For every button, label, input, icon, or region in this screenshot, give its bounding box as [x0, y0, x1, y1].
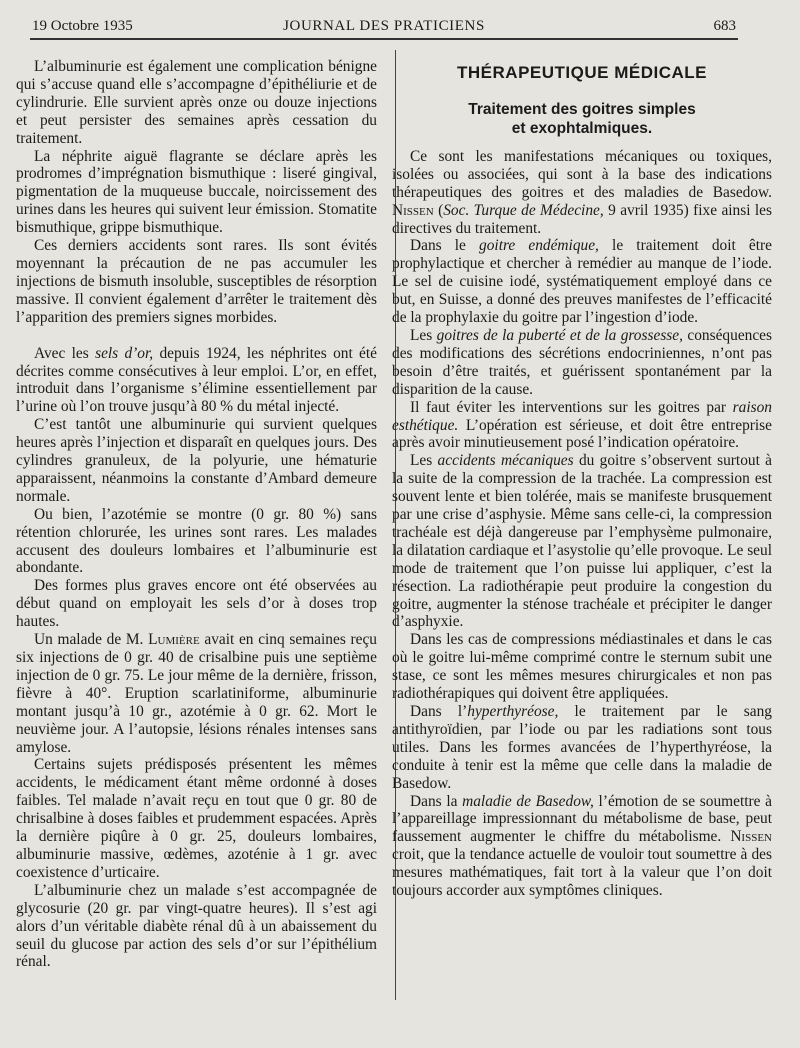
emphasis: maladie de Basedow,	[462, 792, 594, 810]
emphasis: sels d’or,	[95, 344, 154, 362]
author-name: Nissen	[730, 828, 772, 846]
paragraph: Dans les cas de compressions médiastinales et dans le cas où le goitre lui-même comprimé contre le sternum subit une stase, ce sont les mêmes mesures chirurgicales et non pas radiothérapiques qui doivent être appliquées.	[392, 631, 772, 703]
paragraph: Ce sont les manifestations mécaniques ou toxiques, isolées ou associées, qui sont à la base des indications thérapeutiques des goitres et des maladies de Basedow. Nissen (Soc. Turque de Médecine, 9 avril 1935) fixe ainsi les directives du traitement.	[392, 147, 773, 237]
header-rule	[30, 38, 738, 40]
emphasis: goitres de la puberté et de la grossesse,	[436, 326, 683, 344]
emphasis: Soc. Turque de Médecine,	[443, 201, 604, 219]
emphasis: goitre endémique,	[479, 237, 599, 255]
paragraph: La néphrite aiguë flagrante se déclare après les prodromes d’imprégnation bismuthique : liseré gingival, pigmentation de la muqueuse buccale, noircissement des urines dans les heures qui suivent leur émission. Stomatite bismuthique, grippe bismuthique.	[16, 147, 377, 237]
section-title: THÉRAPEUTIQUE MÉDICALE	[457, 63, 707, 82]
paragraph: Ces derniers accidents sont rares. Ils sont évités moyennant la précaution de ne pas accumuler les injections de bismuth insoluble, susceptibles de résorption massive. Il convient également d’arrêter le traitement dès l’apparition des premiers signes morbides.	[16, 237, 377, 326]
left-column	[16, 58, 377, 971]
paragraph: Un malade de M. Lumière avait en cinq semaines reçu six injections de 0 gr. 40 de crisalbine puis une septième injection de 0 gr. 75. Le jour même de la dernière, frisson, fièvre à 40°. Eruption scarlatiniforme, albuminurie montant jusqu’à 10 gr., azotémie à 0 gr. 62. Mort le neuvième jour. A l’autopsie, lésions rénales intenses sans amylose.	[16, 631, 377, 756]
paragraph: Les accidents mécaniques du goitre s’observent surtout à la suite de la compression de la trachée. La compression est souvent lente et bien tolérée, mais se manifeste brusquement par une crise d’asphysie. Même sans celle-ci, la compression trachéale est déjà dangereuse par l’emphysème pulmonaire, la dilatation cardiaque et l’asystolie qu’elle provoque. Le seul mode de traitement que l’on puisse lui appliquer, c’est la résection. La radiothérapie peut produire la congestion du goitre, augmenter la sténose trachéale et précipiter le danger d’asphyxie.	[392, 452, 773, 631]
article-title: Traitement des goitres simples et exophtalmiques.	[468, 100, 696, 137]
paragraph: C’est tantôt une albuminurie qui survient quelques heures après l’injection et disparaît en quelques jours. Des cylindres granuleux, de la polyurie, une hématurie apparaissent, néanmoins la constante d’Ambard demeure normale.	[16, 416, 377, 505]
author-name: Nissen	[392, 201, 434, 219]
paragraph: Les goitres de la puberté et de la grossesse, conséquences des modifications des sécrétions endocriniennes, n’ont pas besoin d’être traités, et guérissent spontanément par la disparition de la cause.	[392, 326, 772, 398]
paragraph: Certains sujets prédisposés présentent les mêmes accidents, le médicament étant même ordonné à doses faibles. Tel malade n’avait reçu en tout que 0 gr. 80 de chrisalbine à doses faibles et prudemment espacées. Après la dernière piqûre à 0 gr. 25, douleurs lombaires, albuminurie massive, œdèmes, azoténie à 1 gr. avec coexistence d’urticaire.	[16, 756, 377, 881]
header-journal-title: JOURNAL DES PRATICIENS	[283, 18, 485, 34]
header-date: 19 Octobre 1935	[32, 18, 133, 34]
author-name: Lumière	[148, 631, 200, 649]
paragraph: L’albuminurie est également une complication bénigne qui s’accuse quand elle s’accompagne d’épithéliurie et de cylindrurie. Elle survient après onze ou douze injections et peut persister des semaines après cessation du traitement.	[16, 58, 377, 147]
emphasis: hyperthyréose,	[467, 703, 559, 720]
paragraph: L’albuminurie chez un malade s’est accompagnée de glycosurie (20 gr. par vingt-quatre heures). Il s’est agi alors d’un véritable diabète rénal dû à un abaissement du seuil du glucose par action des sels d’or sur l’épithélium rénal.	[16, 881, 377, 971]
right-column	[392, 58, 772, 900]
paragraph: Des formes plus graves encore ont été observées au début quand on employait les sels d’or à doses trop hautes.	[16, 577, 377, 631]
emphasis: accidents mécaniques	[437, 452, 574, 470]
paragraph: Dans la maladie de Basedow, l’émotion de se soumettre à l’appareillage impressionnant du métabolisme de base, peut faussement augmenter le chiffre du métabolisme. Nissen croit, que la tendance actuelle de vouloir tout soumettre à des mesures mathématiques, fait tort à la valeur que l’on doit toujours accorder aux symptômes cliniques.	[392, 792, 772, 900]
paragraph: Ou bien, l’azotémie se montre (0 gr. 80 %) sans rétention chlorurée, les urines sont rares. Les malades accusent des douleurs lombaires et l’albuminurie est abondante.	[16, 505, 377, 577]
emphasis: raison esthétique.	[392, 398, 772, 434]
paragraph: Dans l’hyperthyréose, le traitement par le sang antithyroïdien, par l’iode ou par les radiations sont tous utiles. Dans les formes avancées de l’hyperthyréose, la conduite à tenir est la même que celle dans la maladie de Basedow.	[392, 703, 772, 792]
header-page-number: 683	[713, 18, 736, 34]
paragraph: Dans le goitre endémique, le traitement doit être prophylactique et chercher à remédier au manque de l’iode. Le sel de cuisine iodé, systématiquement employé dans ce but, en Suisse, a donné des preuves manifestes de l’efficacité de la prophylaxie du goitre par l’ingestion d’iode.	[392, 237, 772, 327]
paragraph: Il faut éviter les interventions sur les goitres par raison esthétique. L’opération est sérieuse, et doit être entreprise après avoir minutieusement posé l’indication opératoire.	[392, 398, 772, 452]
paragraph: Avec les sels d’or, depuis 1924, les néphrites ont été décrites comme consécutives à leur emploi. L’or, en effet, introduit dans l’organisme s’élimine essentiellement par l’urine où l’on trouve jusqu’à 80 % du métal injecté.	[16, 344, 377, 416]
